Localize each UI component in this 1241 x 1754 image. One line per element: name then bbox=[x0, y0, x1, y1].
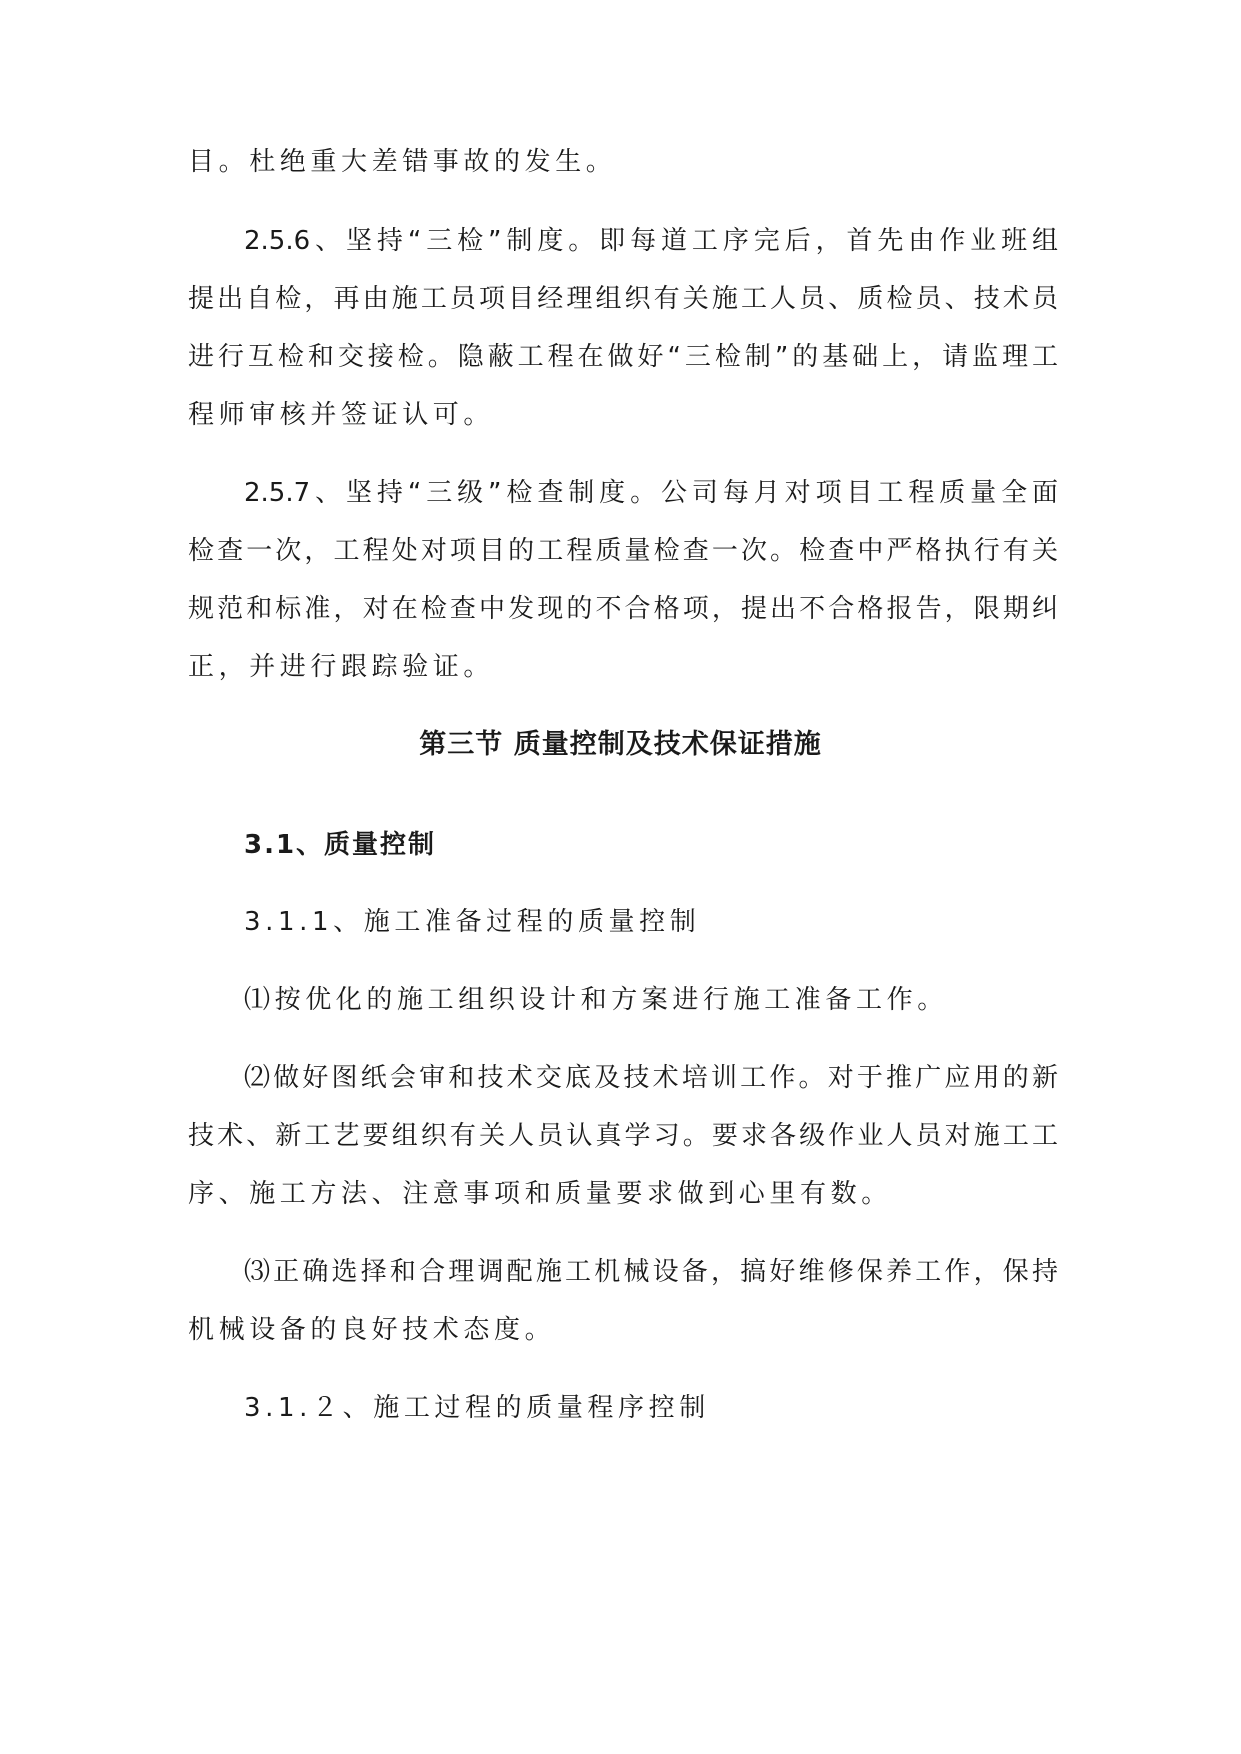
list-item: 机械设备的良好技术态度。 bbox=[188, 1315, 556, 1345]
paragraph-line: 正，并进行跟踪验证。 bbox=[188, 652, 495, 682]
list-item: 序、施工方法、注意事项和质量要求做到心里有数。 bbox=[188, 1179, 892, 1209]
section-heading: 第三节 质量控制及技术保证措施 bbox=[419, 729, 822, 760]
paragraph-line: 检查一次，工程处对项目的工程质量检查一次。检查中严格执行有关 bbox=[188, 536, 1058, 566]
paragraph-line: 2.5.6、坚持“三检”制度。即每道工序完后，首先由作业班组 bbox=[244, 226, 1058, 256]
list-item: 技术、新工艺要组织有关人员认真学习。要求各级作业人员对施工工 bbox=[188, 1121, 1058, 1151]
item-heading: 3.1.２、施工过程的质量程序控制 bbox=[244, 1393, 710, 1423]
paragraph-line: 目。杜绝重大差错事故的发生。 bbox=[188, 147, 617, 177]
paragraph-line: 程师审核并签证认可。 bbox=[188, 400, 495, 430]
subsection-heading: 3.1、质量控制 bbox=[244, 830, 437, 860]
item-heading: 3.1.1、施工准备过程的质量控制 bbox=[244, 907, 701, 937]
paragraph-line: 提出自检，再由施工员项目经理组织有关施工人员、质检员、技术员 bbox=[188, 284, 1058, 314]
list-item: ⑶正确选择和合理调配施工机械设备，搞好维修保养工作，保持 bbox=[244, 1257, 1058, 1287]
list-item: ⑵做好图纸会审和技术交底及技术培训工作。对于推广应用的新 bbox=[244, 1063, 1058, 1093]
paragraph-line: 规范和标准，对在检查中发现的不合格项，提出不合格报告，限期纠 bbox=[188, 594, 1058, 624]
paragraph-line: 进行互检和交接检。隐蔽工程在做好“三检制”的基础上，请监理工 bbox=[188, 342, 1058, 372]
paragraph-line: 2.5.7、坚持“三级”检查制度。公司每月对项目工程质量全面 bbox=[244, 478, 1058, 508]
list-item: ⑴按优化的施工组织设计和方案进行施工准备工作。 bbox=[244, 985, 948, 1015]
